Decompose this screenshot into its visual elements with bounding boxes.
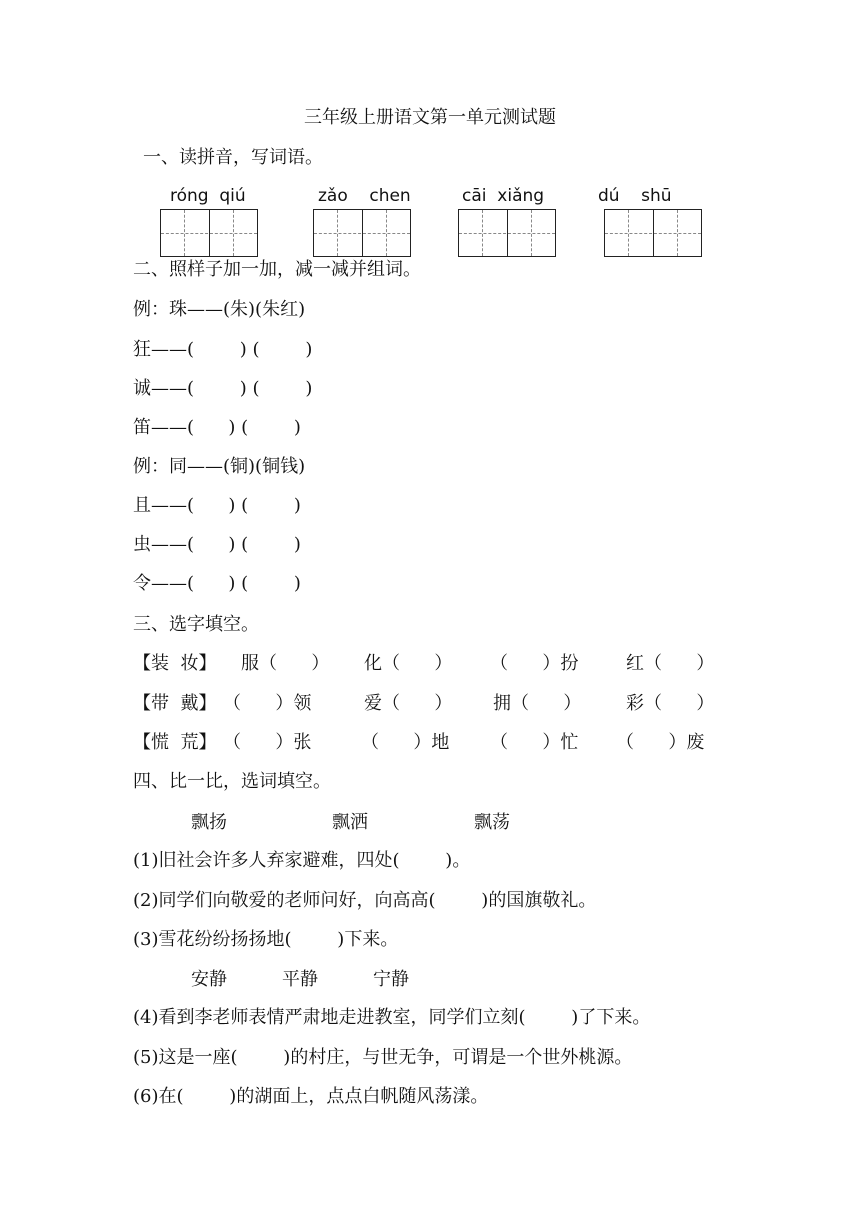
exercise-line[interactable]: 且——( ) ( ): [133, 495, 301, 516]
exercise-line: 例：珠——(朱)(朱红): [133, 299, 306, 320]
grid-guide-line: [459, 233, 555, 234]
section3-heading: 三、选字填空。: [133, 614, 259, 635]
pinyin-label: zǎo chen: [318, 186, 411, 206]
grid-guide-line: [184, 210, 185, 256]
word-choice: 平静: [282, 969, 318, 990]
char-group-label: 【带 戴】: [133, 693, 217, 714]
word-choice: 飘洒: [332, 812, 368, 833]
writing-grid-box[interactable]: [604, 209, 702, 257]
exercise-line[interactable]: 令——( ) ( ): [133, 573, 301, 594]
fill-blank-item[interactable]: （ ）废: [616, 732, 705, 753]
pinyin-label: cāi xiǎng: [462, 186, 545, 206]
fill-blank-item[interactable]: （ ）忙: [490, 732, 579, 753]
sentence-blank[interactable]: (2)同学们向敬爱的老师问好，向高高( )的国旗敬礼。: [133, 890, 597, 911]
section4-heading: 四、比一比，选词填空。: [133, 771, 331, 792]
writing-grid-box[interactable]: [160, 209, 258, 257]
fill-blank-item[interactable]: （ ）扮: [490, 653, 579, 674]
fill-blank-item[interactable]: 爱（ ）: [364, 693, 453, 714]
grid-guide-line: [531, 210, 532, 256]
grid-guide-line: [605, 233, 701, 234]
grid-guide-line: [314, 233, 410, 234]
grid-guide-line: [482, 210, 483, 256]
sentence-blank[interactable]: (3)雪花纷纷扬扬地( )下来。: [133, 929, 399, 950]
fill-blank-item[interactable]: （ ）地: [361, 732, 450, 753]
pinyin-label: dú shū: [598, 186, 672, 206]
grid-guide-line: [337, 210, 338, 256]
fill-blank-item[interactable]: 服（ ）: [241, 653, 330, 674]
sentence-blank[interactable]: (1)旧社会许多人弃家避难，四处( )。: [133, 850, 471, 871]
grid-guide-line: [677, 210, 678, 256]
sentence-blank[interactable]: (5)这是一座( )的村庄，与世无争，可谓是一个世外桃源。: [133, 1047, 633, 1068]
sentence-blank[interactable]: (4)看到李老师表情严肃地走进教室，同学们立刻( )了下来。: [133, 1007, 651, 1028]
grid-guide-line: [386, 210, 387, 256]
grid-guide-line: [628, 210, 629, 256]
fill-blank-item[interactable]: 拥（ ）: [493, 693, 582, 714]
exercise-line: 例：同——(铜)(铜钱): [133, 456, 306, 477]
exercise-line[interactable]: 虫——( ) ( ): [133, 534, 301, 555]
grid-guide-line: [233, 210, 234, 256]
fill-blank-item[interactable]: 彩（ ）: [626, 693, 715, 714]
page-title: 三年级上册语文第一单元测试题: [304, 107, 556, 128]
word-choice: 飘荡: [474, 812, 510, 833]
pinyin-label: róng qiú: [170, 186, 246, 206]
grid-guide-line: [161, 233, 257, 234]
char-group-label: 【慌 荒】: [133, 732, 217, 753]
section2-heading: 二、照样子加一加，减一减并组词。: [133, 259, 421, 280]
exercise-line[interactable]: 诚——( ) ( ): [133, 378, 313, 399]
word-choice: 安静: [191, 969, 227, 990]
char-group-label: 【装 妆】: [133, 653, 217, 674]
sentence-blank[interactable]: (6)在( )的湖面上，点点白帆随风荡漾。: [133, 1086, 489, 1107]
word-choice: 飘扬: [191, 812, 227, 833]
exercise-line[interactable]: 笛——( ) ( ): [133, 417, 301, 438]
writing-grid-box[interactable]: [313, 209, 411, 257]
fill-blank-item[interactable]: 红（ ）: [626, 653, 715, 674]
fill-blank-item[interactable]: （ ）领: [223, 693, 312, 714]
fill-blank-item[interactable]: （ ）张: [223, 732, 312, 753]
exercise-line[interactable]: 狂——( ) ( ): [133, 339, 313, 360]
word-choice: 宁静: [373, 969, 409, 990]
section1-heading: 一、读拼音，写词语。: [143, 147, 323, 168]
writing-grid-box[interactable]: [458, 209, 556, 257]
fill-blank-item[interactable]: 化（ ）: [364, 653, 453, 674]
